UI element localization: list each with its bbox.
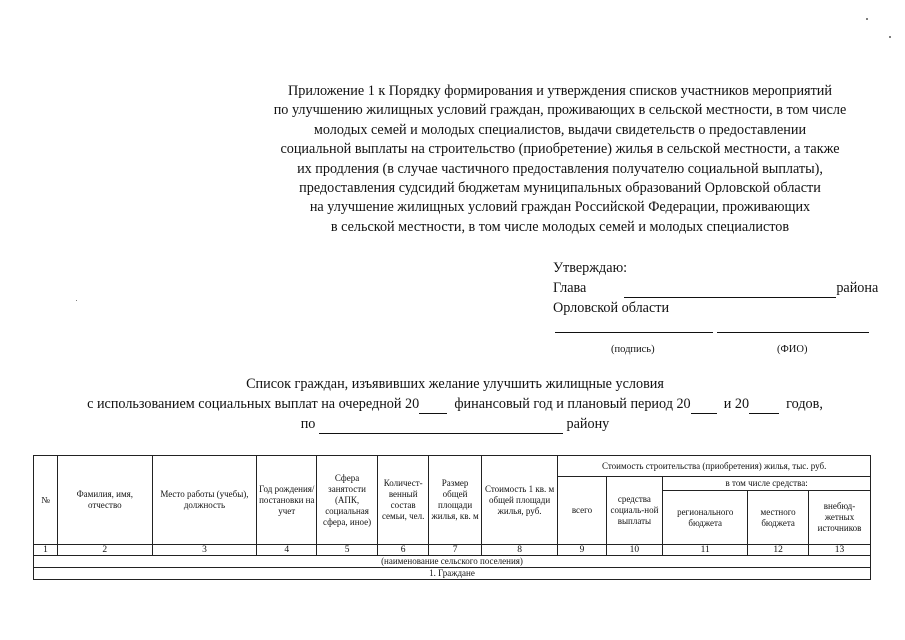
signature-line — [555, 332, 713, 333]
scan-speck — [76, 300, 77, 301]
head-line — [553, 278, 883, 298]
header-workplace: Место работы (учебы), должность — [152, 456, 257, 545]
appendix-line: в сельской местности, в том числе молодых семей и молодых специалистов — [330, 218, 790, 235]
header-cost-sqm: Стоимость 1 кв. м общей площади жилья, руб. — [481, 456, 558, 545]
head-label: Глава — [553, 280, 587, 296]
header-name: Фамилия, имя, отчество — [58, 456, 152, 545]
list-title — [40, 374, 870, 434]
header-social: средства социаль-ной выплаты — [606, 477, 663, 545]
title-line-3 — [40, 414, 870, 434]
scan-speck — [889, 36, 891, 38]
appendix-line: социальной выплаты на строительство (приобретение) жилья в сельской местности, а также — [280, 141, 840, 158]
name-line — [717, 332, 869, 333]
title-text: району — [566, 416, 610, 432]
column-number: 5 — [317, 545, 378, 556]
appendix-line: Приложение 1 к Порядку формирования и утверждения списков участников мероприятий — [288, 83, 832, 99]
title-line-2 — [40, 394, 870, 414]
signature-row — [553, 318, 883, 342]
region-label: Орловской области — [553, 300, 670, 316]
header-area: Размер общей площади жилья, кв. м — [429, 456, 481, 545]
header-regional: регионального бюджета — [663, 491, 748, 545]
title-line-1: Список граждан, изъявивших желание улучшить жилищные условия — [246, 376, 664, 392]
signature-caption: (подпись) — [611, 344, 655, 355]
column-number: 3 — [152, 545, 257, 556]
settlement-row — [34, 556, 871, 568]
district-suffix: района — [836, 280, 879, 296]
section-row — [34, 568, 871, 580]
header-year: Год рождения/ постановки на учет — [257, 456, 317, 545]
year-blank — [419, 399, 447, 414]
title-text: годов, — [786, 396, 823, 412]
column-number: 7 — [429, 545, 481, 556]
column-number: 4 — [257, 545, 317, 556]
district-name-blank — [319, 419, 563, 434]
scan-speck — [866, 18, 868, 20]
section-caption: 1. Граждане — [34, 568, 871, 580]
appendix-line: на улучшение жилищных условий граждан Российской Федерации, проживающих — [309, 199, 811, 216]
appendix-line: молодых семей и молодых специалистов, выдачи свидетельств о предоставлении — [313, 121, 807, 138]
header-num: № — [34, 456, 58, 545]
appendix-line: предоставления судсидий бюджетам муниципальных образований Орловской области — [299, 180, 821, 197]
column-number: 11 — [663, 545, 748, 556]
title-text: по — [300, 416, 316, 432]
column-number: 6 — [377, 545, 428, 556]
name-caption: (ФИО) — [777, 344, 808, 355]
header-sphere: Сфера занятости (АПК, социальная сфера, иное) — [317, 456, 378, 545]
approve-label: Утверждаю: — [553, 260, 628, 276]
header-total: всего — [558, 477, 606, 545]
title-text: и 20 — [723, 396, 750, 412]
column-number-row — [34, 545, 871, 556]
citizens-table — [33, 455, 871, 580]
header-extra: внебюд-жетных источников — [809, 491, 871, 545]
title-text: с использованием социальных выплат на очередной 20 — [87, 396, 420, 412]
appendix-line: по улучшению жилищных условий граждан, проживающих в сельской местности, в том числе — [273, 102, 847, 119]
appendix-heading — [200, 82, 905, 237]
column-number: 13 — [809, 545, 871, 556]
column-number: 8 — [481, 545, 558, 556]
column-number: 1 — [34, 545, 58, 556]
column-number: 10 — [606, 545, 663, 556]
district-blank — [624, 283, 836, 298]
header-including: в том числе средства: — [663, 477, 871, 491]
column-number: 2 — [58, 545, 152, 556]
column-number: 12 — [748, 545, 809, 556]
header-family: Количест-венный состав семьи, чел. — [377, 456, 428, 545]
settlement-caption: (наименование сельского поселения) — [34, 556, 871, 568]
title-text: финансовый год и плановый период 20 — [454, 396, 691, 412]
column-number: 9 — [558, 545, 606, 556]
year-blank — [749, 399, 779, 414]
header-cost-group: Стоимость строительства (приобретения) жилья, тыс. руб. — [558, 456, 871, 477]
approval-block — [553, 258, 883, 355]
appendix-line: их продления (в случае частичного предоставления получателю социальной выплаты), — [297, 160, 823, 177]
year-blank — [691, 399, 717, 414]
header-local: местного бюджета — [748, 491, 809, 545]
